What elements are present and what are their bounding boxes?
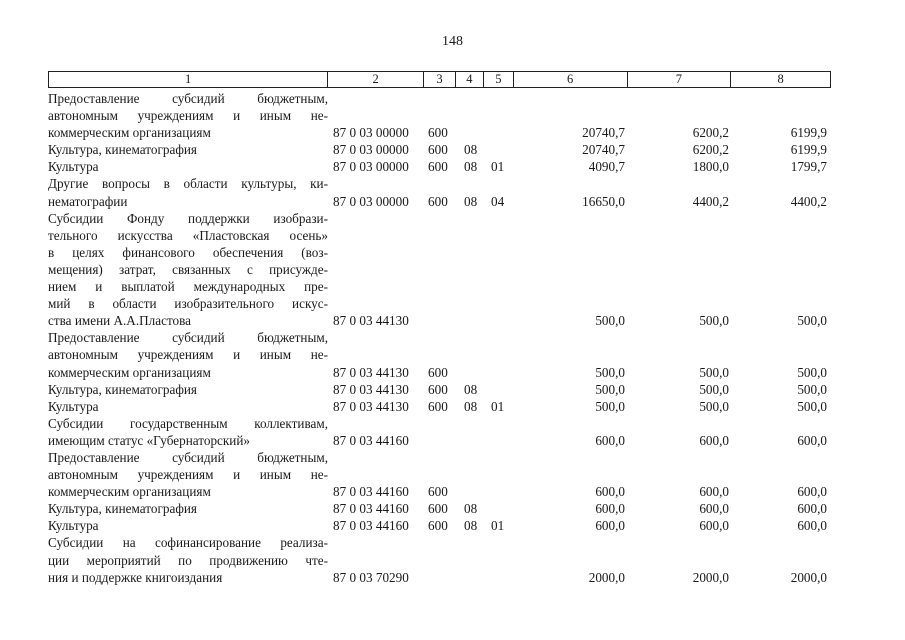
header-col-1: 1: [49, 72, 328, 87]
table-header: [48, 71, 831, 88]
row-value-2: 6200,2: [692, 125, 729, 141]
table-row: [48, 534, 831, 585]
table-row: [48, 158, 831, 175]
row-name-line: Культура: [48, 398, 99, 414]
row-name-line: имеющим статус «Губернаторский»: [48, 432, 251, 448]
row-value-3: 600,0: [797, 518, 827, 534]
row-name: [48, 210, 328, 330]
table-row: [48, 175, 831, 209]
row-expense-type: 600: [428, 501, 448, 517]
row-section: 08: [464, 159, 478, 175]
row-code: 87 0 03 44130: [333, 398, 409, 414]
row-name-line: мещения) затрат, связанных с присужде-: [48, 261, 328, 277]
row-value-1: 600,0: [595, 484, 625, 500]
row-subsection: 04: [491, 193, 505, 209]
row-name-line: Культура, кинематография: [48, 501, 197, 517]
row-name: [48, 381, 328, 398]
row-value-3: 6199,9: [790, 125, 827, 141]
row-name-line: Культура, кинематография: [48, 142, 197, 158]
row-expense-type: 600: [428, 398, 448, 414]
header-col-2: 2: [328, 72, 424, 87]
row-name-line: Культура, кинематография: [48, 381, 197, 397]
row-name-line: тельного искусства «Пластовская осень»: [48, 227, 328, 243]
row-expense-type: 600: [428, 159, 448, 175]
row-name-line: Предоставление субсидий бюджетным,: [48, 449, 328, 465]
row-value-2: 4400,2: [692, 193, 729, 209]
row-section: 08: [464, 501, 478, 517]
table-row: [48, 517, 831, 534]
row-name: [48, 175, 328, 209]
header-col-7: 7: [628, 72, 732, 87]
row-value-2: 500,0: [699, 313, 729, 329]
row-value-3: 500,0: [797, 313, 827, 329]
row-name: [48, 534, 328, 585]
row-name: [48, 90, 328, 141]
row-value-2: 2000,0: [692, 569, 729, 585]
table-row: [48, 398, 831, 415]
row-value-1: 20740,7: [582, 125, 625, 141]
row-name: [48, 449, 328, 500]
header-col-8: 8: [777, 72, 784, 86]
row-name: [48, 158, 328, 175]
row-name-line: ния и поддержке книгоиздания: [48, 569, 223, 585]
row-name-line: коммерческим организациям: [48, 484, 211, 500]
row-value-3: 500,0: [797, 398, 827, 414]
row-value-1: 4090,7: [588, 159, 625, 175]
row-name: [48, 500, 328, 517]
table-row: [48, 449, 831, 500]
row-subsection: 01: [491, 398, 505, 414]
header-col-3: 3: [424, 72, 456, 87]
row-value-1: 500,0: [595, 381, 625, 397]
row-value-2: 1800,0: [692, 159, 729, 175]
row-name-line: автономным учреждениям и иным не-: [48, 467, 328, 483]
header-col-4: 4: [456, 72, 484, 87]
table-row: [48, 381, 831, 398]
row-value-3: 1799,7: [790, 159, 827, 175]
row-name-line: Другие вопросы в области культуры, ки-: [48, 176, 328, 192]
row-value-2: 500,0: [699, 381, 729, 397]
row-code: 87 0 03 70290: [333, 569, 409, 585]
row-name: [48, 517, 328, 534]
header-col-6: 6: [514, 72, 628, 87]
table-row: [48, 329, 831, 380]
table-body: [48, 90, 831, 586]
row-expense-type: 600: [428, 484, 448, 500]
row-value-2: 500,0: [699, 398, 729, 414]
row-name-line: в целях финансового обеспечения (воз-: [48, 244, 328, 260]
row-code: 87 0 03 00000: [333, 159, 409, 175]
row-value-1: 500,0: [595, 364, 625, 380]
row-value-3: 4400,2: [790, 193, 827, 209]
row-value-3: 600,0: [797, 432, 827, 448]
row-name-line: Субсидии на софинансирование реализа-: [48, 535, 328, 551]
row-code: 87 0 03 00000: [333, 142, 409, 158]
row-code: 87 0 03 44130: [333, 381, 409, 397]
row-value-1: 600,0: [595, 501, 625, 517]
row-name-line: ства имени А.А.Пластова: [48, 313, 192, 329]
page-number: 148: [442, 34, 463, 49]
row-name-line: коммерческим организациям: [48, 364, 211, 380]
row-value-2: 600,0: [699, 432, 729, 448]
row-name: [48, 415, 328, 449]
row-name-line: мий в области изобразительного искус-: [48, 296, 328, 312]
row-code: 87 0 03 44160: [333, 518, 409, 534]
row-expense-type: 600: [428, 125, 448, 141]
row-value-3: 600,0: [797, 484, 827, 500]
row-value-2: 600,0: [699, 501, 729, 517]
row-name: [48, 141, 328, 158]
row-section: 08: [464, 381, 478, 397]
row-value-1: 2000,0: [588, 569, 625, 585]
row-value-1: 16650,0: [582, 193, 625, 209]
row-value-3: 600,0: [797, 501, 827, 517]
header-col-5: 5: [484, 72, 514, 87]
row-code: 87 0 03 00000: [333, 125, 409, 141]
row-expense-type: 600: [428, 381, 448, 397]
row-code: 87 0 03 44160: [333, 432, 409, 448]
row-value-3: 2000,0: [790, 569, 827, 585]
table-row: [48, 210, 831, 330]
row-subsection: 01: [491, 159, 505, 175]
row-code: 87 0 03 44130: [333, 364, 409, 380]
row-name-line: Предоставление субсидий бюджетным,: [48, 330, 328, 346]
row-name-line: Культура: [48, 518, 99, 534]
row-value-2: 500,0: [699, 364, 729, 380]
row-name-line: Культура: [48, 159, 99, 175]
row-expense-type: 600: [428, 142, 448, 158]
row-expense-type: 600: [428, 193, 448, 209]
row-name: [48, 398, 328, 415]
row-code: 87 0 03 44160: [333, 501, 409, 517]
table-row: [48, 500, 831, 517]
row-value-1: 20740,7: [582, 142, 625, 158]
row-code: 87 0 03 44130: [333, 313, 409, 329]
row-name-line: автономным учреждениям и иным не-: [48, 108, 328, 124]
row-value-2: 600,0: [699, 484, 729, 500]
row-section: 08: [464, 518, 478, 534]
row-section: 08: [464, 142, 478, 158]
row-expense-type: 600: [428, 364, 448, 380]
row-code: 87 0 03 00000: [333, 193, 409, 209]
row-name: [48, 329, 328, 380]
row-value-3: 6199,9: [790, 142, 827, 158]
row-value-1: 500,0: [595, 398, 625, 414]
row-name-line: нематографии: [48, 193, 128, 209]
table-row: [48, 90, 831, 141]
row-name-line: Субсидии Фонду поддержки изобрази-: [48, 210, 328, 226]
row-name-line: ции мероприятий по продвижению чте-: [48, 552, 328, 568]
row-value-1: 600,0: [595, 432, 625, 448]
row-expense-type: 600: [428, 518, 448, 534]
row-name-line: коммерческим организациям: [48, 125, 211, 141]
row-value-2: 6200,2: [692, 142, 729, 158]
table-row: [48, 141, 831, 158]
row-name-line: Субсидии государственным коллективам,: [48, 415, 328, 431]
table-row: [48, 415, 831, 449]
row-name-line: нием и выплатой международных пре-: [48, 279, 328, 295]
row-code: 87 0 03 44160: [333, 484, 409, 500]
row-value-3: 500,0: [797, 381, 827, 397]
row-subsection: 01: [491, 518, 505, 534]
row-value-2: 600,0: [699, 518, 729, 534]
row-value-3: 500,0: [797, 364, 827, 380]
row-value-1: 500,0: [595, 313, 625, 329]
row-name-line: автономным учреждениям и иным не-: [48, 347, 328, 363]
row-section: 08: [464, 398, 478, 414]
row-name-line: Предоставление субсидий бюджетным,: [48, 91, 328, 106]
row-value-1: 600,0: [595, 518, 625, 534]
row-section: 08: [464, 193, 478, 209]
